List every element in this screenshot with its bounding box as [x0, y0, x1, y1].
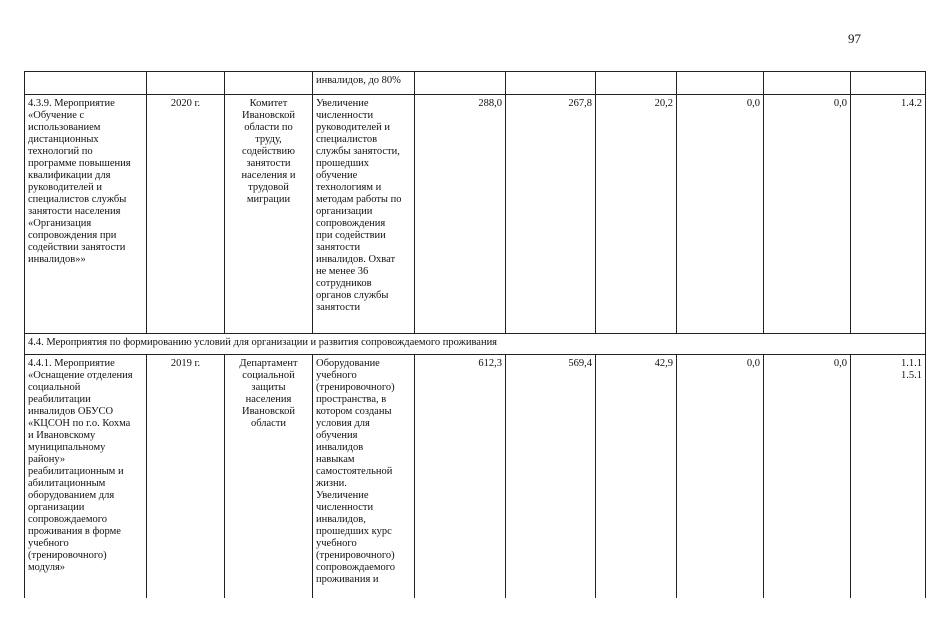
indicator-codes: 1.1.1 1.5.1: [901, 358, 922, 381]
cell-empty: [596, 72, 677, 95]
section-row: [25, 334, 926, 355]
cell-empty: [677, 72, 764, 95]
measure-executor: Комитет Ивановской области по труду, содействию занятости населения и трудовой миграции: [241, 98, 296, 205]
cell-empty: [147, 72, 225, 95]
table-row-continuation: [25, 72, 926, 95]
cell-empty: [506, 72, 596, 95]
measure-executor: Департамент социальной защиты населения Ивановской области: [239, 358, 298, 429]
section-title: 4.4. Мероприятия по формированию условий для организации и развития сопровождаемого проживания: [28, 337, 498, 348]
amount-4: 0,0: [833, 358, 847, 369]
measures-table: [24, 71, 926, 598]
amount-2: 42,9: [654, 358, 673, 369]
table-row: [25, 355, 926, 599]
cell-empty: [415, 72, 506, 95]
cell-empty: [25, 72, 147, 95]
amount-total: 612,3: [478, 358, 502, 369]
measure-year: 2019 г.: [170, 358, 201, 369]
cell-empty: [764, 72, 851, 95]
amount-2: 20,2: [654, 98, 673, 109]
result-cell: инвалидов, до 80%: [313, 72, 415, 95]
amount-3: 0,0: [746, 358, 760, 369]
cell-empty: [851, 72, 926, 95]
amount-4: 0,0: [833, 98, 847, 109]
page-number: 97: [848, 31, 861, 46]
indicator-codes: 1.4.2: [901, 98, 922, 109]
measure-name: 4.4.1. Мероприятие «Оснащение отделения социальной реабилитации инвалидов ОБУСО «КЦСОН по г.о. Кохма и Ивановскому муниципальному району» реабилитационным и абилитационным оборудованием для организации сопровождаемого проживания в форме учебного (тренировочного) модуля»: [28, 358, 133, 573]
table-row: [25, 95, 926, 334]
amount-1: 267,8: [568, 98, 592, 109]
measure-result: Увеличение численности руководителей и специалистов службы занятости, прошедших обучение технологиям и методам работы по организации сопровождения при содействии занятости инвалидов. Охват не менее 36 сотрудников органов службы занятости: [316, 98, 402, 313]
measure-result: Оборудование учебного (тренировочного) пространства, в котором созданы условия для обучения инвалидов навыкам самостоятельной жизни. Увеличение численности инвалидов, прошедших курс учебного (тренировочного) сопровождаемого проживания и: [316, 358, 396, 585]
amount-1: 569,4: [568, 358, 592, 369]
amount-total: 288,0: [478, 98, 502, 109]
cell-empty: [225, 72, 313, 95]
measure-name: 4.3.9. Мероприятие «Обучение с использованием дистанционных технологий по программе повышения квалификации для руководителей и специалистов службы занятости населения «Организация сопровождения при содействии занятости инвалидов»»: [28, 98, 131, 265]
amount-3: 0,0: [746, 98, 760, 109]
measure-year: 2020 г.: [170, 98, 201, 109]
